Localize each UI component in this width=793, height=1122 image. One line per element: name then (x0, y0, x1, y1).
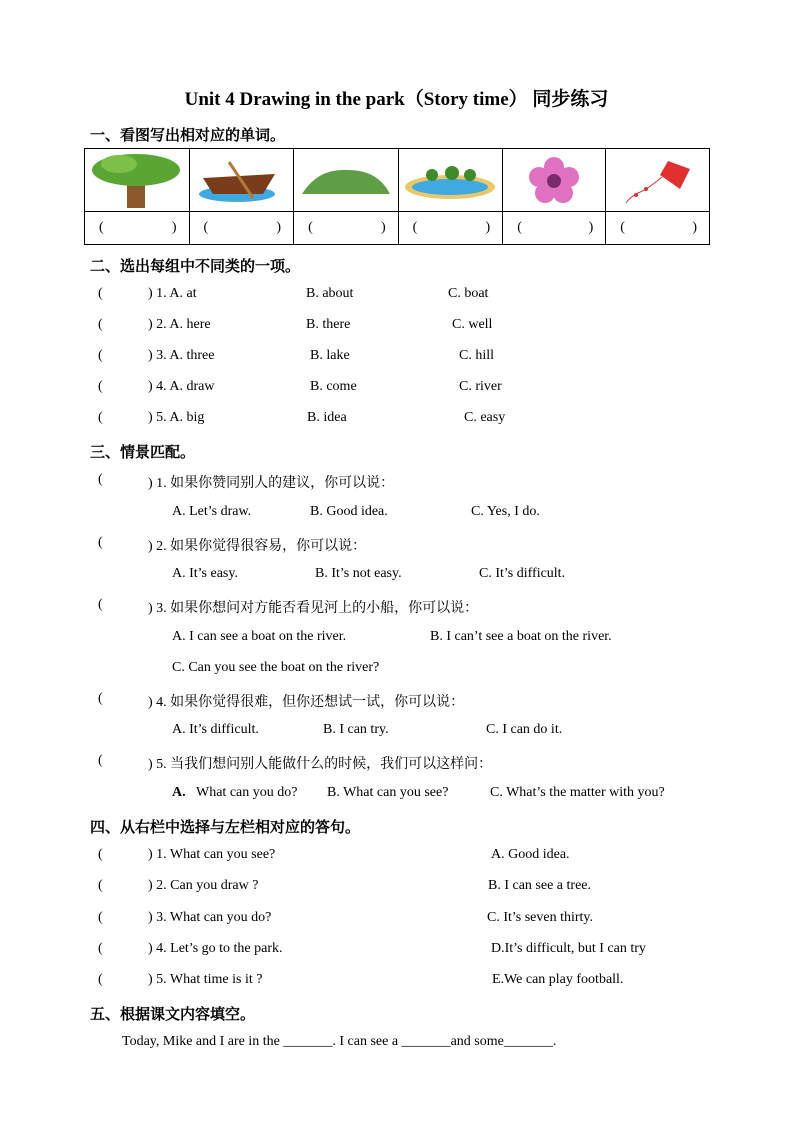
s3-q1-a: A. Let’s draw. (172, 504, 252, 519)
s4-q1: ) 1. What can you see? (148, 847, 276, 862)
s4-q4: ) 4. Let’s go to the park. (148, 941, 283, 956)
s3-q5-c: C. What’s the matter with you? (490, 785, 665, 800)
flower-picture (519, 155, 589, 205)
s3-paren-2[interactable]: ( (98, 535, 103, 550)
s3-q4-c: C. I can do it. (486, 722, 563, 737)
s3-q2-a: A. It’s easy. (172, 566, 238, 581)
s2-paren-5[interactable]: ( (98, 410, 103, 425)
picture-table (84, 148, 710, 245)
s4-ans-c: C. It’s seven thirty. (487, 910, 594, 925)
s4-q5: ) 5. What time is it ? (148, 972, 263, 987)
s2-q2-c: C. well (452, 317, 493, 332)
section-4-heading: 四、从右栏中选择与左栏相对应的答句。 (90, 820, 361, 836)
s2-q1-c: C. boat (448, 286, 489, 301)
answer-blank-1[interactable]: ( ) (85, 212, 190, 245)
s2-q3-c: C. hill (459, 348, 495, 363)
answer-blank-4[interactable]: ( ) (398, 212, 503, 245)
s2-q5-b: B. idea (307, 410, 347, 425)
picture-cell-hill (294, 149, 399, 212)
s3-paren-3[interactable]: ( (98, 597, 103, 612)
picture-cell-tree (85, 149, 190, 212)
s2-q2-b: B. there (306, 317, 351, 332)
s3-q2-c: C. It’s difficult. (479, 566, 566, 581)
s2-q1: ) 1. A. at (148, 286, 197, 301)
s2-paren-2[interactable]: ( (98, 317, 103, 332)
section-2-heading: 二、选出每组中不同类的一项。 (90, 259, 301, 275)
s3-q3-b: B. I can’t see a boat on the river. (430, 629, 612, 644)
s4-paren-3[interactable]: ( (98, 910, 103, 925)
section-1-heading: 一、看图写出相对应的单词。 (90, 128, 286, 144)
kite-picture (618, 155, 698, 205)
tree-picture (89, 150, 185, 210)
s4-paren-1[interactable]: ( (98, 847, 103, 862)
s3-q2-b: B. It’s not easy. (315, 566, 402, 581)
section-5-heading: 五、根据课文内容填空。 (90, 1007, 256, 1023)
s3-q5: ) 5. 当我们想问别人能做什么的时候，我们可以这样问： (148, 757, 493, 772)
hill-picture (298, 160, 394, 200)
s4-paren-4[interactable]: ( (98, 941, 103, 956)
s3-q5-a: What can you do? (196, 785, 298, 800)
s2-paren-3[interactable]: ( (98, 348, 103, 363)
s2-q2: ) 2. A. here (148, 317, 211, 332)
s4-q3: ) 3. What can you do? (148, 910, 272, 925)
boat-picture (193, 152, 289, 208)
s3-q1: ) 1. 如果你赞同别人的建议，你可以说： (148, 476, 395, 491)
s2-q3: ) 3. A. three (148, 348, 215, 363)
s2-q1-b: B. about (306, 286, 354, 301)
answer-blank-5[interactable]: ( ) (503, 212, 606, 245)
s3-q5-a-letter: A. (172, 785, 186, 800)
s4-ans-b: B. I can see a tree. (488, 878, 591, 893)
picture-cell-kite (606, 149, 710, 212)
s4-ans-d: D.It’s difficult, but I can try (491, 941, 646, 956)
s4-ans-a: A. Good idea. (491, 847, 570, 862)
picture-cell-flower (503, 149, 606, 212)
s3-q4-a: A. It’s difficult. (172, 722, 259, 737)
s4-q2: ) 2. Can you draw ? (148, 878, 259, 893)
s3-q3-a: A. I can see a boat on the river. (172, 629, 347, 644)
s2-paren-4[interactable]: ( (98, 379, 103, 394)
s2-q5: ) 5. A. big (148, 410, 205, 425)
s3-paren-1[interactable]: ( (98, 472, 103, 487)
s2-q4-c: C. river (459, 379, 502, 394)
picture-cell-boat (189, 149, 294, 212)
s3-paren-5[interactable]: ( (98, 753, 103, 768)
answer-blank-2[interactable]: ( ) (189, 212, 294, 245)
s3-q1-c: C. Yes, I do. (471, 504, 540, 519)
s2-paren-1[interactable]: ( (98, 286, 103, 301)
s3-q4-b: B. I can try. (323, 722, 389, 737)
s3-q3: ) 3. 如果你想问对方能否看见河上的小船，你可以说： (148, 601, 479, 616)
answer-blank-3[interactable]: ( ) (294, 212, 399, 245)
s3-q3-c: C. Can you see the boat on the river? (172, 660, 380, 675)
s3-q2: ) 2. 如果你觉得很容易，你可以说： (148, 539, 367, 554)
answer-blank-6[interactable]: ( ) (606, 212, 710, 245)
s4-paren-5[interactable]: ( (98, 972, 103, 987)
s4-ans-e: E.We can play football. (492, 972, 624, 987)
s3-q4: ) 4. 如果你觉得很难，但你还想试一试，你可以说： (148, 695, 465, 710)
section-3-heading: 三、情景匹配。 (90, 445, 196, 461)
s3-q5-b: B. What can you see? (327, 785, 449, 800)
s2-q4-b: B. come (310, 379, 357, 394)
s2-q3-b: B. lake (310, 348, 350, 363)
picture-cell-lake (398, 149, 503, 212)
s2-q4: ) 4. A. draw (148, 379, 215, 394)
s5-fill-text[interactable]: Today, Mike and I are in the _______. I can see a _______and some_______. (122, 1034, 557, 1049)
s3-paren-4[interactable]: ( (98, 691, 103, 706)
s2-q5-c: C. easy (464, 410, 506, 425)
page-title: Unit 4 Drawing in the park（Story time） 同步练习 (184, 89, 609, 110)
lake-picture (402, 155, 498, 205)
s4-paren-2[interactable]: ( (98, 878, 103, 893)
s3-q1-b: B. Good idea. (310, 504, 388, 519)
